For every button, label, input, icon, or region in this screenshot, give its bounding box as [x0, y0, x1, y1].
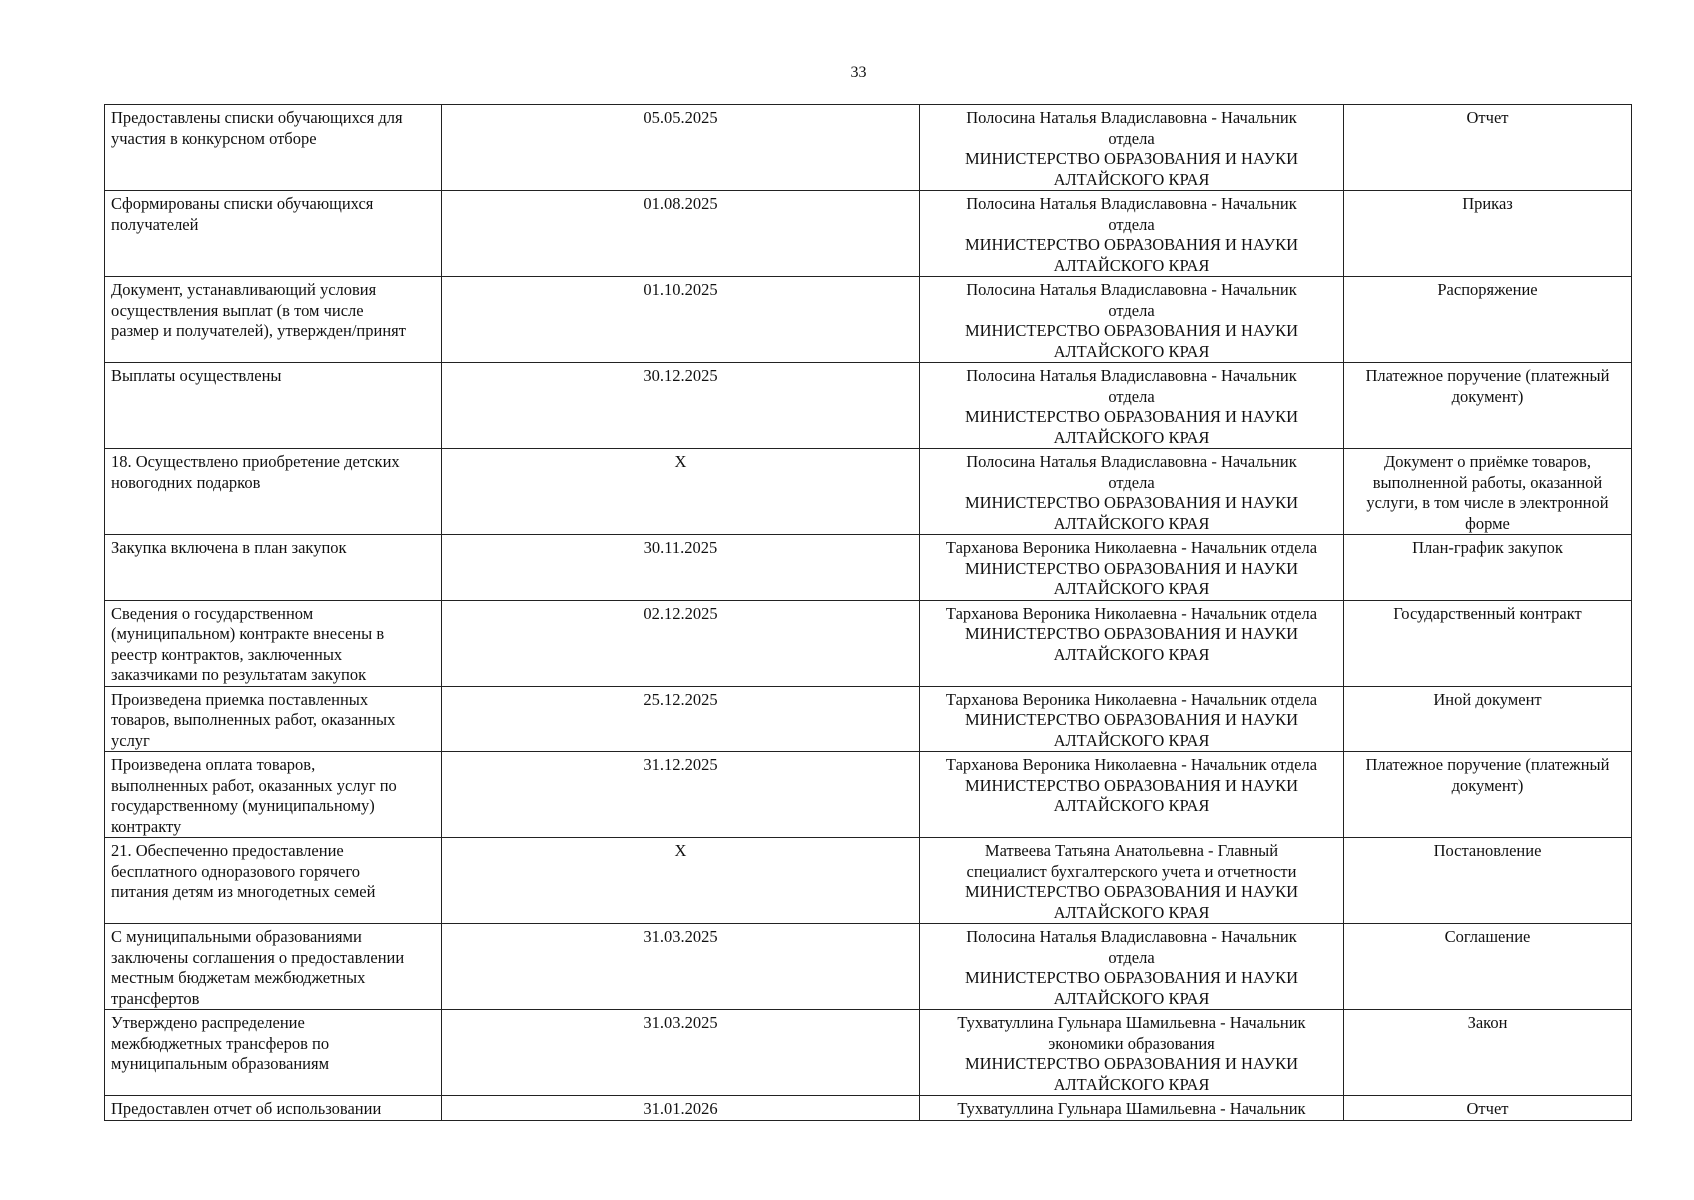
- table-row: [105, 535, 1632, 601]
- event-cell-line: новогодних подарков: [111, 472, 261, 492]
- document-cell-line: Соглашение: [1444, 927, 1531, 946]
- event-cell-line: Произведена приемка поставленных: [111, 689, 369, 709]
- document-cell-line: Закон: [1467, 1013, 1508, 1032]
- responsible-cell-line: АЛТАЙСКОГО КРАЯ: [1053, 255, 1210, 275]
- date-cell: [442, 924, 920, 1010]
- responsible-cell-line: отдела: [1108, 214, 1155, 234]
- responsible-cell: [920, 838, 1344, 924]
- document-cell-line: Распоряжение: [1437, 280, 1538, 299]
- event-cell-line: контракту: [111, 816, 182, 836]
- event-cell: [105, 838, 442, 924]
- event-cell-line: заключены соглашения о предоставлении: [111, 947, 405, 967]
- document-cell: [1344, 277, 1632, 363]
- date-cell-value: 05.05.2025: [643, 108, 718, 127]
- event-cell-line: выполненных работ, оказанных услуг по: [111, 775, 397, 795]
- document-cell: [1344, 752, 1632, 838]
- table-row: [105, 600, 1632, 686]
- document-cell: [1344, 600, 1632, 686]
- page-number: 33: [850, 64, 867, 81]
- date-cell-value: 31.03.2025: [643, 1013, 718, 1032]
- responsible-cell-line: АЛТАЙСКОГО КРАЯ: [1053, 427, 1210, 447]
- responsible-cell: [920, 105, 1344, 191]
- document-cell-line: Государственный контракт: [1393, 603, 1582, 623]
- responsible-cell-line: Полосина Наталья Владиславовна - Начальник: [966, 452, 1297, 471]
- event-cell-line: участия в конкурсном отборе: [111, 128, 317, 148]
- responsible-cell-line: МИНИСТЕРСТВО ОБРАЗОВАНИЯ И НАУКИ: [964, 775, 1299, 795]
- event-cell: [105, 924, 442, 1010]
- document-cell-line: Отчет: [1466, 1099, 1509, 1118]
- date-cell-value: X: [674, 452, 687, 471]
- date-cell: [442, 600, 920, 686]
- date-cell-value: 02.12.2025: [643, 603, 718, 623]
- document-cell-line: Приказ: [1462, 194, 1513, 213]
- event-cell-line: Утверждено распределение: [111, 1013, 305, 1032]
- document-cell: [1344, 363, 1632, 449]
- document-cell: [1344, 924, 1632, 1010]
- event-cell: [105, 600, 442, 686]
- event-cell: [105, 105, 442, 191]
- date-cell-value: X: [674, 841, 687, 860]
- table-row: [105, 277, 1632, 363]
- date-cell: [442, 363, 920, 449]
- date-cell: [442, 838, 920, 924]
- event-cell: [105, 449, 442, 535]
- responsible-cell-line: АЛТАЙСКОГО КРАЯ: [1053, 902, 1210, 922]
- event-cell-line: услуг: [111, 730, 150, 750]
- event-cell: [105, 752, 442, 838]
- table-row: [105, 686, 1632, 752]
- document-cell: [1344, 1096, 1632, 1121]
- document-cell: [1344, 449, 1632, 535]
- date-cell-value: 30.11.2025: [643, 538, 718, 557]
- table-row: [105, 363, 1632, 449]
- table-row: [105, 1096, 1632, 1121]
- event-cell-line: Произведена оплата товаров,: [111, 755, 316, 774]
- responsible-cell: [920, 686, 1344, 752]
- event-cell: [105, 1096, 442, 1121]
- responsible-cell-line: отдела: [1108, 386, 1155, 406]
- responsible-cell-line: Тарханова Вероника Николаевна - Начальник отдела: [945, 755, 1318, 774]
- responsible-cell: [920, 924, 1344, 1010]
- document-cell-line: План-график закупок: [1412, 538, 1563, 557]
- responsible-cell-line: АЛТАЙСКОГО КРАЯ: [1053, 579, 1210, 598]
- document-cell-line: Платежное поручение (платежный: [1365, 366, 1610, 385]
- responsible-cell-line: Матвеева Татьяна Анатольевна - Главный: [984, 841, 1279, 860]
- event-cell-line: государственному (муниципальному): [111, 796, 375, 815]
- date-cell-value: 31.01.2026: [643, 1099, 718, 1118]
- event-cell-line: С муниципальными образованиями: [111, 927, 362, 946]
- responsible-cell-line: МИНИСТЕРСТВО ОБРАЗОВАНИЯ И НАУКИ: [964, 1054, 1299, 1073]
- responsible-cell-line: АЛТАЙСКОГО КРАЯ: [1053, 644, 1210, 664]
- document-cell: [1344, 105, 1632, 191]
- document-cell-line: документ): [1451, 775, 1524, 795]
- date-cell: [442, 191, 920, 277]
- document-cell-line: Отчет: [1466, 108, 1509, 127]
- responsible-cell-line: МИНИСТЕРСТВО ОБРАЗОВАНИЯ И НАУКИ: [964, 710, 1299, 729]
- responsible-cell-line: экономики образования: [1048, 1033, 1215, 1053]
- event-cell-line: муниципальным образованиям: [111, 1054, 330, 1073]
- event-cell-line: размер и получателей), утвержден/принят: [111, 321, 406, 340]
- responsible-cell: [920, 1010, 1344, 1096]
- responsible-cell-line: Тухватуллина Гульнара Шамильевна - Начальник: [957, 1013, 1306, 1032]
- document-cell: [1344, 191, 1632, 277]
- document-cell-line: документ): [1451, 386, 1524, 406]
- document-cell-line: Документ о приёмке товаров,: [1384, 452, 1591, 471]
- responsible-cell-line: Полосина Наталья Владиславовна - Начальник: [966, 927, 1297, 946]
- responsible-cell-line: АЛТАЙСКОГО КРАЯ: [1053, 730, 1210, 750]
- table-row: [105, 191, 1632, 277]
- responsible-cell-line: Тарханова Вероника Николаевна - Начальник отдела: [945, 689, 1318, 709]
- table-row: [105, 752, 1632, 838]
- event-cell-line: Предоставлены списки обучающихся для: [111, 108, 403, 127]
- responsible-cell-line: МИНИСТЕРСТВО ОБРАЗОВАНИЯ И НАУКИ: [964, 624, 1299, 643]
- responsible-cell-line: АЛТАЙСКОГО КРАЯ: [1053, 169, 1210, 189]
- responsible-cell: [920, 191, 1344, 277]
- plan-table-body: [105, 105, 1632, 1121]
- responsible-cell-line: МИНИСТЕРСТВО ОБРАЗОВАНИЯ И НАУКИ: [964, 407, 1299, 426]
- table-row: [105, 449, 1632, 535]
- responsible-cell-line: АЛТАЙСКОГО КРАЯ: [1053, 988, 1210, 1008]
- responsible-cell-line: МИНИСТЕРСТВО ОБРАЗОВАНИЯ И НАУКИ: [964, 321, 1299, 340]
- plan-table: [104, 104, 1632, 1121]
- event-cell: [105, 535, 442, 601]
- event-cell-line: Сведения о государственном: [111, 603, 314, 623]
- responsible-cell-line: МИНИСТЕРСТВО ОБРАЗОВАНИЯ И НАУКИ: [964, 968, 1299, 987]
- table-row: [105, 924, 1632, 1010]
- responsible-cell-line: АЛТАЙСКОГО КРАЯ: [1053, 1074, 1210, 1094]
- responsible-cell-line: Тухватуллина Гульнара Шамильевна - Начальник: [957, 1099, 1306, 1118]
- date-cell: [442, 105, 920, 191]
- responsible-cell-line: отдела: [1108, 472, 1155, 492]
- responsible-cell: [920, 1096, 1344, 1121]
- date-cell-value: 31.12.2025: [643, 755, 718, 774]
- responsible-cell: [920, 277, 1344, 363]
- responsible-cell-line: Полосина Наталья Владиславовна - Начальник: [966, 366, 1297, 385]
- event-cell: [105, 191, 442, 277]
- responsible-cell-line: МИНИСТЕРСТВО ОБРАЗОВАНИЯ И НАУКИ: [964, 493, 1299, 512]
- date-cell-value: 25.12.2025: [643, 689, 718, 709]
- responsible-cell-line: Тарханова Вероника Николаевна - Начальник отдела: [945, 603, 1318, 623]
- document-cell: [1344, 686, 1632, 752]
- responsible-cell: [920, 449, 1344, 535]
- event-cell-line: Предоставлен отчет об использовании: [111, 1099, 382, 1118]
- event-cell: [105, 686, 442, 752]
- event-cell-line: 18. Осуществлено приобретение детских: [111, 452, 400, 471]
- responsible-cell-line: Полосина Наталья Владиславовна - Начальник: [966, 280, 1297, 299]
- date-cell: [442, 686, 920, 752]
- document-cell: [1344, 838, 1632, 924]
- event-cell: [105, 277, 442, 363]
- responsible-cell-line: отдела: [1108, 947, 1155, 967]
- date-cell: [442, 752, 920, 838]
- document-cell-line: Иной документ: [1433, 689, 1542, 709]
- event-cell-line: межбюджетных трансферов по: [111, 1033, 330, 1053]
- document-cell: [1344, 1010, 1632, 1096]
- responsible-cell: [920, 535, 1344, 601]
- event-cell-line: трансфертов: [111, 988, 200, 1008]
- date-cell-value: 01.10.2025: [643, 280, 718, 299]
- responsible-cell-line: МИНИСТЕРСТВО ОБРАЗОВАНИЯ И НАУКИ: [964, 882, 1299, 901]
- event-cell-line: питания детям из многодетных семей: [111, 882, 376, 901]
- document-cell-line: выполненной работы, оказанной: [1372, 472, 1603, 492]
- date-cell: [442, 277, 920, 363]
- date-cell: [442, 1096, 920, 1121]
- responsible-cell-line: отдела: [1108, 128, 1155, 148]
- date-cell-value: 31.03.2025: [643, 927, 718, 946]
- date-cell: [442, 535, 920, 601]
- event-cell-line: Сформированы списки обучающихся: [111, 194, 374, 213]
- table-row: [105, 105, 1632, 191]
- event-cell-line: заказчиками по результатам закупок: [111, 665, 367, 684]
- event-cell-line: бесплатного одноразового горячего: [111, 861, 361, 881]
- event-cell-line: 21. Обеспеченно предоставление: [111, 841, 344, 860]
- document-cell-line: Платежное поручение (платежный: [1365, 755, 1610, 774]
- date-cell: [442, 1010, 920, 1096]
- date-cell-value: 01.08.2025: [643, 194, 718, 213]
- event-cell-line: реестр контрактов, заключенных: [111, 644, 343, 664]
- document-cell-line: форме: [1465, 513, 1510, 533]
- responsible-cell-line: МИНИСТЕРСТВО ОБРАЗОВАНИЯ И НАУКИ: [964, 558, 1299, 578]
- responsible-cell-line: Тарханова Вероника Николаевна - Начальник отдела: [945, 538, 1318, 557]
- responsible-cell-line: МИНИСТЕРСТВО ОБРАЗОВАНИЯ И НАУКИ: [964, 235, 1299, 254]
- event-cell: [105, 363, 442, 449]
- responsible-cell-line: АЛТАЙСКОГО КРАЯ: [1053, 796, 1210, 815]
- date-cell-value: 30.12.2025: [643, 366, 718, 385]
- document-cell-line: услуги, в том числе в электронной: [1366, 493, 1609, 512]
- event-cell-line: Закупка включена в план закупок: [111, 538, 347, 557]
- responsible-cell-line: Полосина Наталья Владиславовна - Начальник: [966, 108, 1297, 127]
- event-cell-line: товаров, выполненных работ, оказанных: [111, 710, 396, 729]
- event-cell-line: получателей: [111, 214, 199, 234]
- event-cell-line: (муниципальном) контракте внесены в: [111, 624, 385, 643]
- date-cell: [442, 449, 920, 535]
- responsible-cell-line: АЛТАЙСКОГО КРАЯ: [1053, 513, 1210, 533]
- table-row: [105, 838, 1632, 924]
- responsible-cell: [920, 363, 1344, 449]
- document-cell: [1344, 535, 1632, 601]
- event-cell: [105, 1010, 442, 1096]
- responsible-cell-line: АЛТАЙСКОГО КРАЯ: [1053, 341, 1210, 361]
- event-cell-line: осуществления выплат (в том числе: [111, 300, 364, 320]
- responsible-cell: [920, 600, 1344, 686]
- responsible-cell-line: Полосина Наталья Владиславовна - Начальник: [966, 194, 1297, 213]
- event-cell-line: Выплаты осуществлены: [111, 366, 282, 385]
- responsible-cell-line: отдела: [1108, 300, 1155, 320]
- table-row: [105, 1010, 1632, 1096]
- document-cell-line: Постановление: [1433, 841, 1542, 860]
- responsible-cell: [920, 752, 1344, 838]
- responsible-cell-line: МИНИСТЕРСТВО ОБРАЗОВАНИЯ И НАУКИ: [964, 149, 1299, 168]
- event-cell-line: Документ, устанавливающий условия: [111, 280, 377, 299]
- event-cell-line: местным бюджетам межбюджетных: [111, 968, 366, 987]
- responsible-cell-line: специалист бухгалтерского учета и отчетности: [966, 861, 1297, 881]
